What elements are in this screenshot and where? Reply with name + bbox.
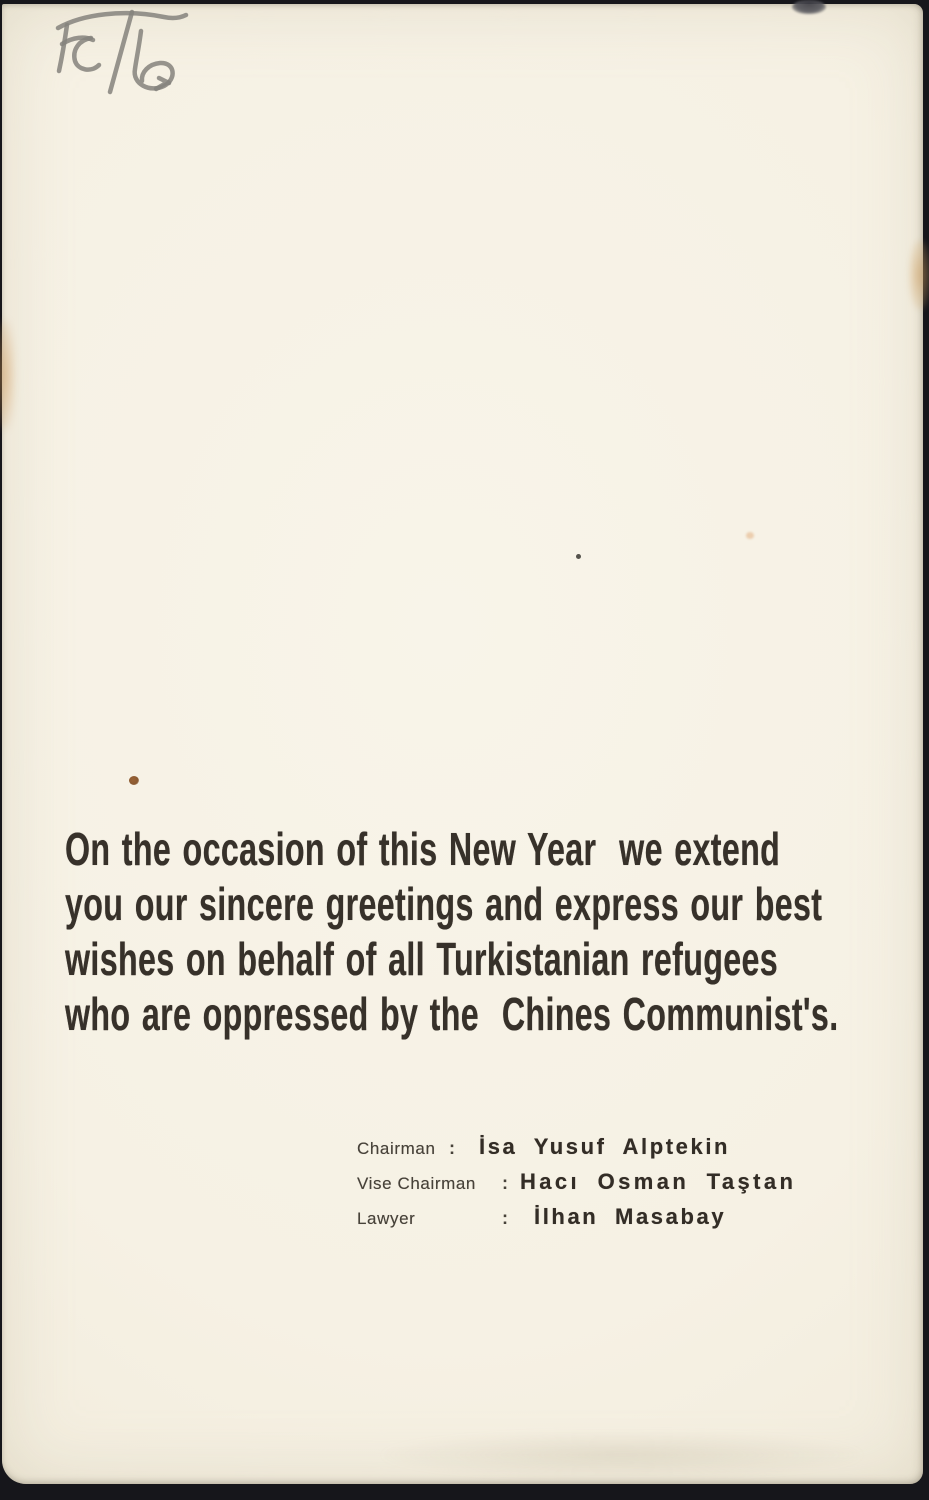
credit-row [357, 1169, 796, 1204]
paragraph-line: who are oppressed by the Chines Communist's. [65, 988, 839, 1040]
stain-right-edge [909, 240, 929, 310]
stain-bottom-band [382, 1432, 862, 1478]
credit-name: Hacı Osman Taştan [520, 1169, 797, 1194]
greeting-paragraph [65, 822, 849, 1042]
paragraph-line: On the occasion of this New Year we extend [65, 823, 781, 875]
dark-speck [576, 554, 581, 559]
handwritten-mark [28, 4, 208, 104]
credit-separator: : [449, 1138, 455, 1158]
brown-speck [129, 776, 139, 785]
paragraph-line: wishes on behalf of all Turkistanian refugees [65, 933, 779, 985]
credit-row [357, 1134, 796, 1169]
credits-block [357, 1134, 796, 1239]
credit-role: Chairman [357, 1139, 436, 1158]
stain-left-edge [0, 320, 14, 430]
paragraph-line: you our sincere greetings and express our best [65, 878, 823, 930]
ink-smudge [792, 0, 826, 14]
credit-role: Vise Chairman [357, 1174, 476, 1193]
credit-separator: : [502, 1173, 508, 1193]
faint-speck [746, 532, 754, 539]
credit-name: İlhan Masabay [534, 1204, 727, 1229]
credit-name: İsa Yusuf Alptekin [479, 1134, 731, 1159]
postcard [2, 4, 923, 1484]
credit-role: Lawyer [357, 1209, 416, 1228]
credit-separator: : [502, 1208, 508, 1228]
credit-row [357, 1204, 796, 1239]
